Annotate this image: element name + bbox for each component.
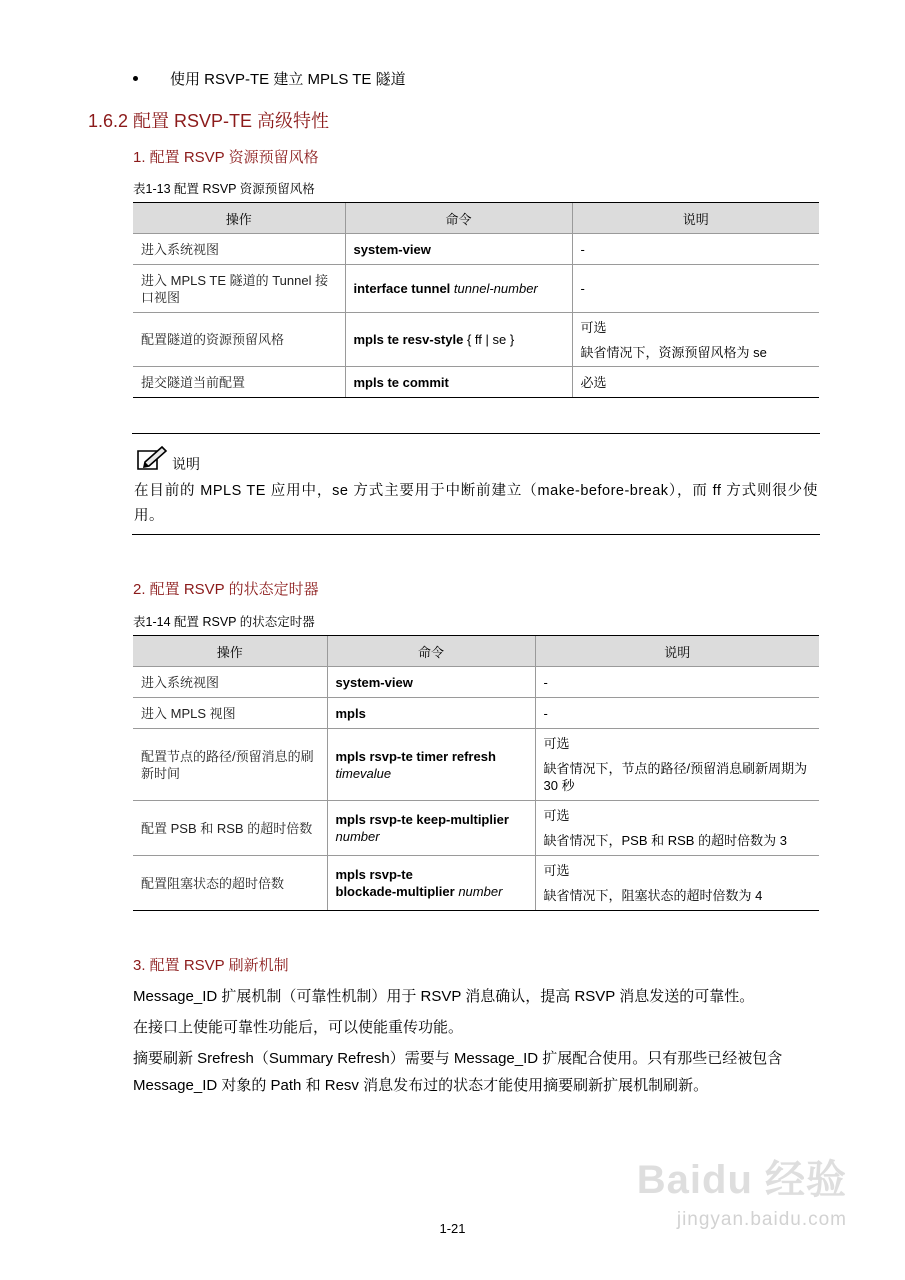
cmd-bold: mpls <box>335 705 366 721</box>
op-cell: 进入系统视图 <box>133 234 345 265</box>
desc-cell: - <box>572 234 819 265</box>
cmd-arg: timevalue <box>335 765 392 781</box>
cmd-arg: number <box>335 829 380 844</box>
bullet-text: 使用 RSVP-TE 建立 MPLS TE 隧道 <box>170 71 406 88</box>
desc-cell: - <box>572 265 819 313</box>
bullet-item <box>133 68 406 89</box>
cmd-cell <box>345 265 572 313</box>
note-title: 说明 <box>172 456 200 472</box>
cmd-bold: blockade-multiplier <box>335 884 455 899</box>
cmd-bold: mpls te resv-style <box>353 332 464 347</box>
table-row <box>133 234 819 265</box>
desc-cell <box>535 801 819 856</box>
table-row <box>133 367 819 398</box>
op-cell: 进入系统视图 <box>133 667 327 698</box>
paragraph: Message_ID 扩展机制（可靠性机制）用于 RSVP 消息确认，提高 RSVP 消息发送的可靠性。 <box>133 988 755 1005</box>
desc-line: 可选 <box>543 808 570 823</box>
desc-line: 可选 <box>543 863 570 878</box>
op-cell: 配置 PSB 和 RSB 的超时倍数 <box>133 801 327 856</box>
op-cell: 进入 MPLS TE 隧道的 Tunnel 接口视图 <box>133 265 345 313</box>
note-box <box>132 433 820 535</box>
baidu-watermark <box>637 1148 847 1231</box>
cmd-cell <box>345 313 572 367</box>
cmd-bold: mpls te commit <box>353 374 449 390</box>
table-1-13-caption: 表1-13 配置 RSVP 资源预留风格 <box>133 182 315 196</box>
table-row <box>133 667 819 698</box>
cmd-bold: system-view <box>335 674 413 690</box>
cmd-options: { ff | se } <box>463 332 515 347</box>
cmd-arg: tunnel-number <box>453 281 538 296</box>
desc-cell: - <box>535 667 819 698</box>
cmd-bold: interface tunnel <box>353 281 451 296</box>
subsection-2-heading: 2. 配置 RSVP 的状态定时器 <box>133 581 319 598</box>
table-header-row <box>133 636 819 667</box>
header-cmd: 命令 <box>345 203 572 234</box>
desc-line: 缺省情况下，节点的路径/预留消息刷新周期为 30 秒 <box>543 761 808 793</box>
subsection-3-heading: 3. 配置 RSVP 刷新机制 <box>133 957 289 974</box>
cmd-bold: system-view <box>353 241 431 257</box>
watermark-brand: Baidu 经验 <box>636 1158 847 1202</box>
cmd-cell <box>345 367 572 398</box>
paragraph: 在接口上使能可靠性功能后，可以使能重传功能。 <box>133 1019 464 1036</box>
desc-line: 可选 <box>580 319 607 335</box>
note-text: 在目前的 MPLS TE 应用中，se 方式主要用于中断前建立（make-before-break），而 ff 方式则很少使用。 <box>134 483 818 524</box>
desc-cell <box>535 729 819 801</box>
desc-cell: 必选 <box>572 367 819 398</box>
desc-line: 缺省情况下，PSB 和 RSB 的超时倍数为 3 <box>543 833 787 848</box>
op-cell: 配置阻塞状态的超时倍数 <box>133 856 327 911</box>
header-desc: 说明 <box>535 636 819 667</box>
cmd-cell <box>327 698 535 729</box>
desc-line: 可选 <box>543 736 570 751</box>
table-header-row <box>133 203 819 234</box>
table-1-13 <box>133 202 819 398</box>
table-1-14 <box>133 635 819 911</box>
table-row <box>133 313 819 367</box>
table-row <box>133 856 819 911</box>
paragraph: 摘要刷新 Srefresh（Summary Refresh）需要与 Message_ID 扩展配合使用。只有那些已经被包含 Message_ID 对象的 Path 和 Resv 消息发布过的状态才能使用摘要刷新扩展机制刷新。 <box>133 1050 783 1094</box>
op-cell: 配置隧道的资源预留风格 <box>133 313 345 367</box>
desc-line: 缺省情况下，阻塞状态的超时倍数为 4 <box>543 888 763 903</box>
watermark-url: jingyan.baidu.com <box>676 1209 847 1230</box>
op-cell: 配置节点的路径/预留消息的刷新时间 <box>133 729 327 801</box>
cmd-arg: number <box>458 884 503 899</box>
cmd-cell <box>327 801 535 856</box>
subsection-1-heading: 1. 配置 RSVP 资源预留风格 <box>133 149 319 166</box>
op-cell: 进入 MPLS 视图 <box>133 698 327 729</box>
header-cmd: 命令 <box>327 636 535 667</box>
cmd-bold: mpls rsvp-te <box>335 867 413 882</box>
header-op: 操作 <box>133 203 345 234</box>
table-row <box>133 265 819 313</box>
table-row <box>133 729 819 801</box>
header-op: 操作 <box>133 636 327 667</box>
desc-cell <box>535 856 819 911</box>
cmd-cell <box>327 667 535 698</box>
cmd-cell <box>345 234 572 265</box>
desc-cell <box>572 313 819 367</box>
header-desc: 说明 <box>572 203 819 234</box>
bullet-dot-icon <box>133 76 138 81</box>
cmd-cell <box>327 729 535 801</box>
op-cell: 提交隧道当前配置 <box>133 367 345 398</box>
cmd-cell <box>327 856 535 911</box>
table-row <box>133 698 819 729</box>
cmd-bold: mpls rsvp-te keep-multiplier <box>335 812 509 827</box>
page-number: 1-21 <box>439 1221 466 1236</box>
table-1-14-caption: 表1-14 配置 RSVP 的状态定时器 <box>133 615 315 629</box>
desc-line: 缺省情况下，资源预留风格为 se <box>580 344 767 360</box>
section-heading: 1.6.2 配置 RSVP-TE 高级特性 <box>88 111 330 131</box>
table-row <box>133 801 819 856</box>
desc-cell: - <box>535 698 819 729</box>
note-pencil-icon <box>135 444 169 472</box>
cmd-bold: mpls rsvp-te timer refresh <box>335 748 496 764</box>
